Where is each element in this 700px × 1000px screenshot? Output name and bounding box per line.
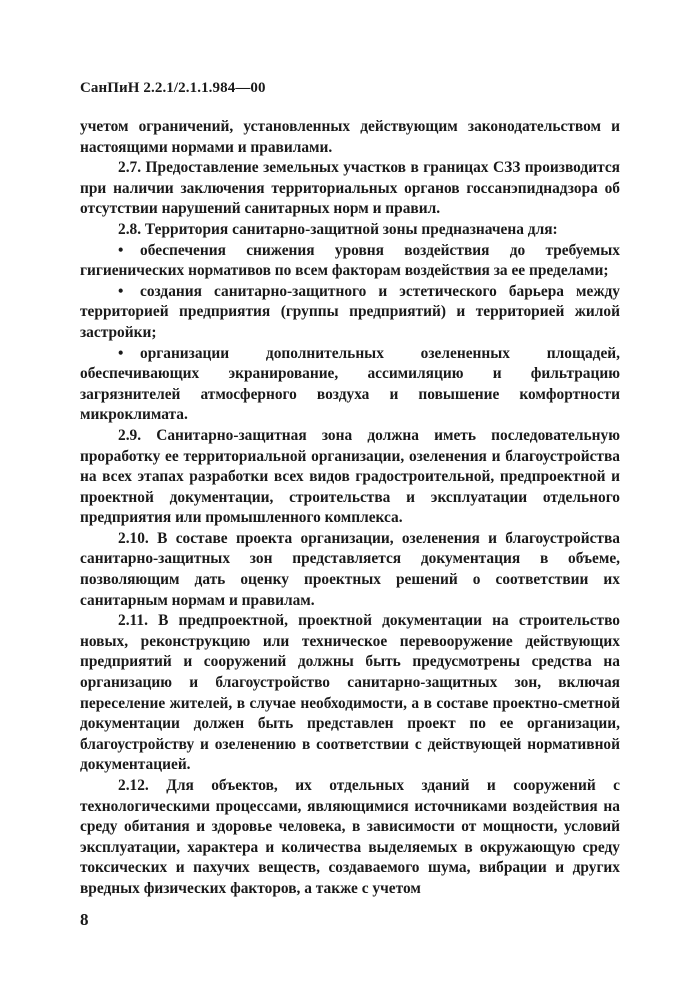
bullet-text: обеспечения снижения уровня воздействия до требуемых гигиенических нормативов по всем факторам воздействия за ее пределами; [80, 241, 620, 280]
paragraph-continuation: учетом ограничений, установленных действующим законодательством и настоящими нормами и правилами. [80, 118, 620, 156]
paragraph-2-12: 2.12. Для объектов, их отдельных зданий и сооружений с технологическими процессами, являющимися источниками воздействия на среду обитания и здоровье человека, в зависимости от мощности, условий эксплуатации, характера и количества выделяемых в окружающую среду токсических и пахучих веществ, создаваемого шума, вибрации и других вредных физических факторов, а также с учетом [80, 777, 620, 897]
bullet-text: создания санитарно-защитного и эстетического барьера между территорией предприятия (группы предприятий) и территорией жилой застройки; [80, 282, 620, 341]
bullet-item [80, 282, 620, 344]
running-head: СанПиН 2.2.1/2.1.1.984—00 [80, 80, 266, 96]
paragraph-2-8: 2.8. Территория санитарно-защитной зоны предназначена для: [118, 220, 558, 238]
body-text [80, 117, 620, 900]
bullet-text: организации дополнительных озелененных площадей, обеспечивающих экранирование, ассимиляцию и фильтрацию загрязнителей атмосферного воздуха и повышение комфортности микроклимата. [80, 344, 620, 424]
bullet-icon: • [118, 344, 124, 362]
bullet-item [80, 344, 620, 426]
bullet-icon: • [118, 282, 124, 300]
bullet-item [80, 241, 620, 282]
bullet-icon: • [118, 241, 124, 259]
page-number: 8 [80, 910, 89, 929]
paragraph-2-9: 2.9. Санитарно-защитная зона должна иметь последовательную проработку ее территориальной организации, озеленения и благоустройства на всех этапах разработки всех видов градостроительной, предпроектной и проектной документации, строительства и эксплуатации отдельного предприятия или промышленного комплекса. [80, 426, 620, 527]
paragraph-2-10: 2.10. В составе проекта организации, озеленения и благоустройства санитарно-защитных зон представляется документация в объеме, позволяющим дать оценку проектных решений о соответствии их санитарным нормам и правилам. [80, 529, 620, 609]
paragraph-2-7: 2.7. Предоставление земельных участков в границах СЗЗ производится при наличии заключения территориальных органов госсанэпиднадзора об отсутствии нарушений санитарных норм и правил. [80, 159, 620, 218]
paragraph-2-11: 2.11. В предпроектной, проектной документации на строительство новых, реконструкцию или техническое перевооружение действующих предприятий и сооружений должны быть предусмотрены средства на организацию и благоустройство санитарно-защитных зон, включая переселение жителей, в случае необходимости, а в составе проектно-сметной документации должен быть представлен проект по ее организации, благоустройству и озеленению в соответствии с действующей нормативной документацией. [80, 612, 620, 774]
